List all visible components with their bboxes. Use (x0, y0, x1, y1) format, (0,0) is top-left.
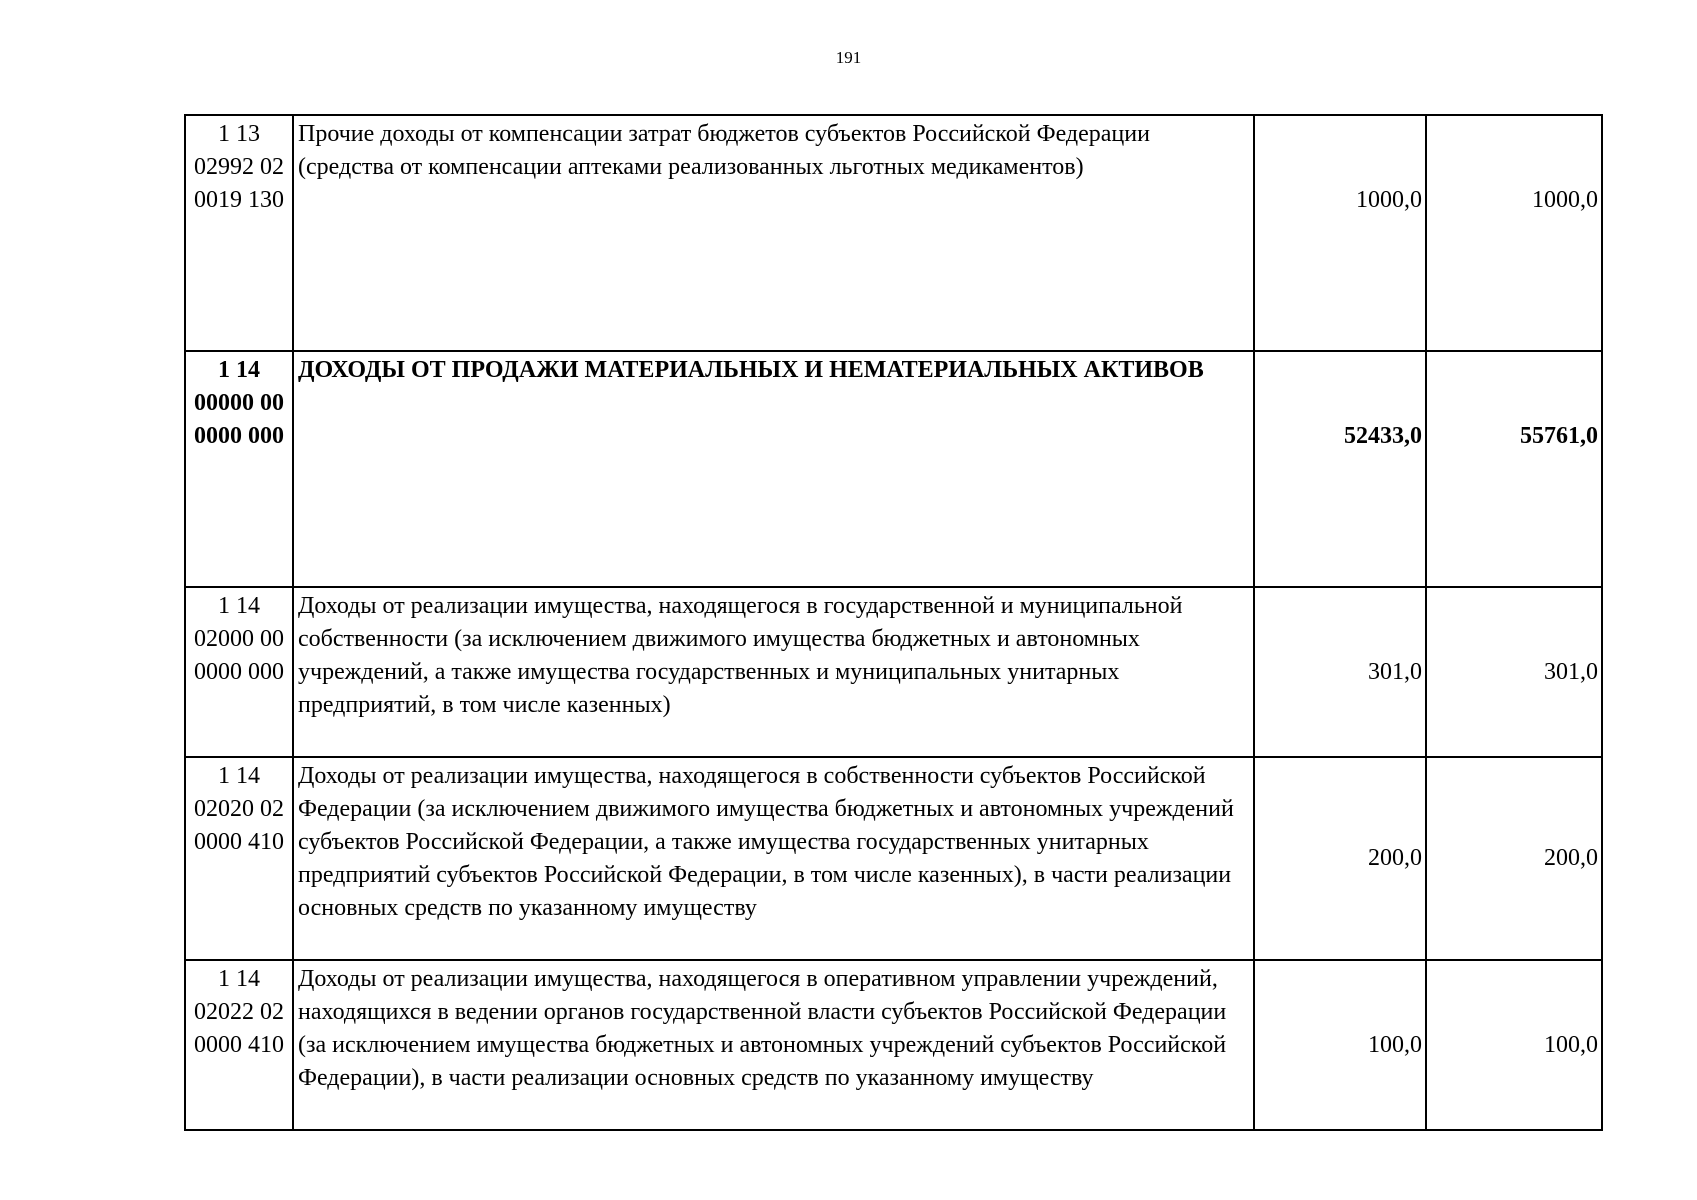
code-line: 00000 00 (194, 390, 284, 416)
revenue-name-cell: Доходы от реализации имущества, находящегося в оперативном управлении учреждений, находящихся в ведении органов государственной власти субъектов Российской Федерации (за исключением имущества бюджетных и автономных учреждений субъектов Российской Федерации), в части реализации основных средств по указанному имуществу (293, 960, 1254, 1130)
code-line: 1 14 (218, 966, 260, 992)
table-row (185, 587, 1602, 757)
amount-cell-year-2: 301,0 (1426, 587, 1602, 757)
code-line: 0000 000 (194, 423, 284, 449)
page-number: 191 (835, 48, 862, 67)
amount-cell-year-1: 200,0 (1254, 757, 1426, 960)
code-line: 0000 000 (194, 659, 284, 685)
code-line: 1 14 (218, 763, 260, 789)
amount-cell-year-1: 1000,0 (1254, 115, 1426, 351)
revenue-name-cell: Доходы от реализации имущества, находящегося в государственной и муниципальной собственности (за исключением движимого имущества бюджетных и автономных учреждений, а также имущества государственных и муниципальных унитарных предприятий, в том числе казенных) (293, 587, 1254, 757)
amount-cell-year-1: 100,0 (1254, 960, 1426, 1130)
revenue-name-cell: Доходы от реализации имущества, находящегося в собственности субъектов Российской Федерации (за исключением движимого имущества бюджетных и автономных учреждений субъектов Российской Федерации, а также имущества государственных унитарных предприятий субъектов Российской Федерации, в том числе казенных), в части реализации основных средств по указанному имуществу (293, 757, 1254, 960)
code-line: 02020 02 (194, 796, 284, 822)
code-line: 02992 02 (194, 154, 284, 180)
amount-cell-year-2: 100,0 (1426, 960, 1602, 1130)
amount-cell-year-2: 200,0 (1426, 757, 1602, 960)
table-row (185, 960, 1602, 1130)
classification-code-cell (185, 960, 293, 1130)
classification-code-cell (185, 757, 293, 960)
budget-revenue-table (184, 114, 1603, 1131)
amount-cell-year-2: 55761,0 (1426, 351, 1602, 587)
amount-cell-year-2: 1000,0 (1426, 115, 1602, 351)
table-row (185, 115, 1602, 351)
classification-code-cell (185, 587, 293, 757)
amount-cell-year-1: 301,0 (1254, 587, 1426, 757)
code-line: 02000 00 (194, 626, 284, 652)
table-row (185, 757, 1602, 960)
code-line: 0019 130 (194, 187, 284, 213)
amount-cell-year-1: 52433,0 (1254, 351, 1426, 587)
revenue-name-cell: Прочие доходы от компенсации затрат бюджетов субъектов Российской Федерации (средства от компенсации аптеками реализованных льготных медикаментов) (293, 115, 1254, 351)
code-line: 1 14 (218, 357, 260, 383)
code-line: 02022 02 (194, 999, 284, 1025)
code-line: 1 13 (218, 121, 260, 147)
classification-code-cell (185, 115, 293, 351)
code-line: 0000 410 (194, 1032, 284, 1058)
code-line: 0000 410 (194, 829, 284, 855)
revenue-name-cell: ДОХОДЫ ОТ ПРОДАЖИ МАТЕРИАЛЬНЫХ И НЕМАТЕРИАЛЬНЫХ АКТИВОВ (293, 351, 1254, 587)
classification-code-cell (185, 351, 293, 587)
code-line: 1 14 (218, 593, 260, 619)
table-row (185, 351, 1602, 587)
